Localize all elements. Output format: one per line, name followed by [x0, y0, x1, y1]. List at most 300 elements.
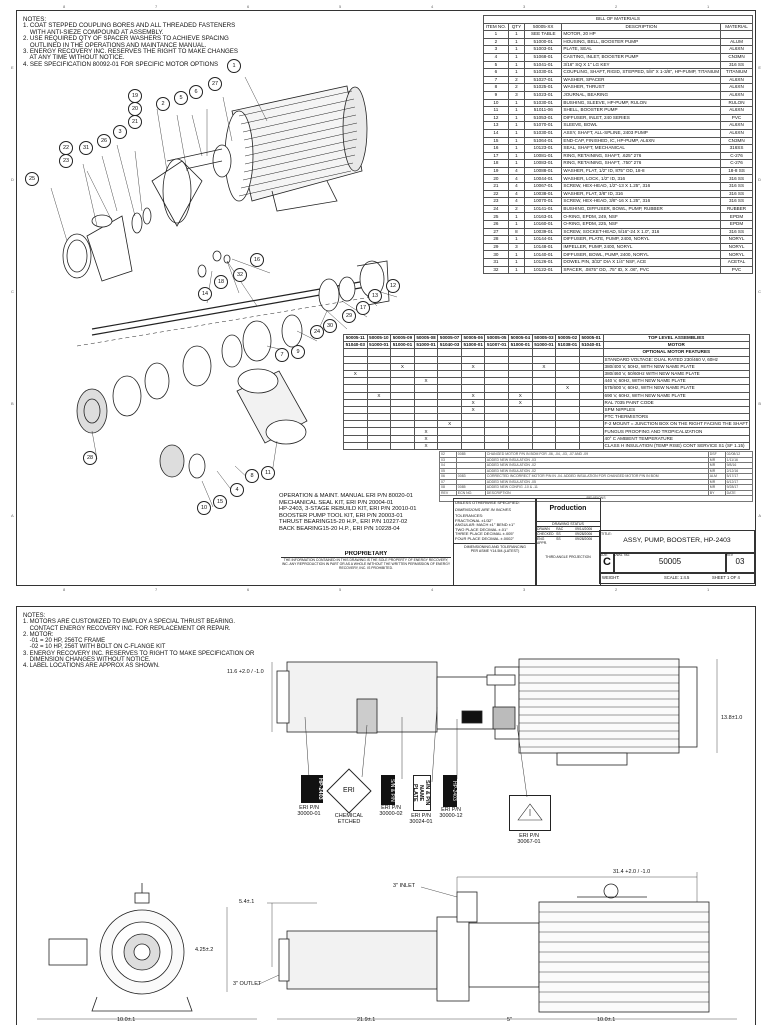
bom-row	[484, 228, 753, 236]
tla-cell	[391, 370, 415, 377]
tla-cell	[509, 385, 533, 392]
revision-cell: MR	[708, 479, 725, 485]
balloon-26: 26	[97, 134, 111, 148]
tla-cell	[485, 385, 509, 392]
revision-cell: ECN NO.	[456, 490, 485, 496]
bom-cell: 10141-01	[525, 205, 562, 213]
bom-cell: 316 SS	[721, 183, 753, 191]
side-view-drawing	[17, 607, 755, 1027]
tla-cell: X	[438, 421, 462, 428]
sign-row	[536, 536, 600, 545]
tla-cell	[579, 385, 603, 392]
bom-cell: C-276	[721, 160, 753, 168]
bom-header: ITEM NO.	[484, 23, 509, 31]
title-box	[599, 530, 755, 554]
tla-cell	[532, 435, 556, 442]
tla-cell	[485, 378, 509, 385]
zone-marker: D	[758, 177, 761, 182]
bom-cell: MOTOR, 20 HP	[562, 31, 721, 39]
bom-header: DESCRIPTION	[562, 23, 721, 31]
bom-cell: 22	[484, 190, 509, 198]
bom-cell: 51053-01	[525, 114, 562, 122]
bom-cell: 4	[508, 167, 524, 175]
tla-cell: 575/600 V, 60Hz, WITH NEW NAME PLATE	[603, 385, 749, 392]
tla-cell: 50005-11	[344, 335, 368, 342]
revision-cell: 02	[440, 452, 457, 458]
sign-cell: SS	[556, 532, 561, 536]
tla-cell: 51007-01	[485, 342, 509, 349]
eri-pn-5: ERI P/N 30067-01	[517, 833, 541, 845]
bom-cell: 10044-01	[525, 175, 562, 183]
tla-cell	[556, 378, 580, 385]
zone-marker: 1	[707, 4, 710, 9]
title-label: TITLE:	[601, 532, 612, 536]
balloon-15: 15	[213, 495, 227, 509]
bill-of-materials	[483, 15, 753, 274]
balloon-4: 4	[230, 483, 244, 497]
tla-cell	[509, 406, 533, 413]
bom-cell: 9	[484, 91, 509, 99]
tla-cell: X	[414, 442, 438, 449]
bom-row	[484, 38, 753, 46]
balloon-5: 5	[174, 91, 188, 105]
tla-cell: X	[414, 435, 438, 442]
sign-row	[536, 526, 600, 531]
bom-cell: WASHER, FLAT, 3/8" ID, 316	[562, 190, 721, 198]
zone-marker: 7	[155, 4, 158, 9]
bom-cell: 1	[508, 61, 524, 69]
warning-label-graphic	[510, 796, 550, 830]
bom-row	[484, 61, 753, 69]
bom-title: BILL OF MATERIALS	[484, 16, 753, 24]
tla-cell: X	[391, 363, 415, 370]
status-value: Production	[549, 505, 587, 512]
zone-marker: 4	[431, 4, 434, 9]
balloon-18: 18	[214, 275, 228, 289]
bom-cell: 51030-01	[525, 129, 562, 137]
tla-cell	[438, 442, 462, 449]
bom-cell: NORYL	[721, 243, 753, 251]
zone-marker: D	[11, 177, 14, 182]
bom-cell: 10123-01	[525, 145, 562, 153]
tla-cell	[532, 356, 556, 363]
bom-cell: 1	[508, 107, 524, 115]
revision-cell: MR	[708, 457, 725, 463]
eri-pn-1: ERI P/N 30000-01	[297, 805, 321, 817]
tla-cell	[344, 421, 368, 428]
bom-row	[484, 122, 753, 130]
revision-cell: 2/12/16	[725, 468, 752, 474]
size-label: SIZE	[600, 553, 608, 557]
sign-cell: 09/28/2006	[575, 532, 593, 536]
tla-cell	[438, 363, 462, 370]
balloon-1: 1	[227, 59, 241, 73]
bom-cell: 51023-01	[525, 91, 562, 99]
revision-cell: 05	[440, 468, 457, 474]
revision-cell: DESCRIPTION	[485, 490, 708, 496]
bom-row	[484, 114, 753, 122]
dim-overall-length: 31.4 +2.0 / -1.0	[613, 869, 651, 875]
bom-cell: 1	[508, 259, 524, 267]
zone-marker: 3	[523, 4, 526, 9]
bom-cell: 4	[508, 183, 524, 191]
sign-cell: 09/28/2006	[575, 537, 593, 541]
tla-cell	[438, 435, 462, 442]
balloon-23: 23	[59, 154, 73, 168]
tla-cell	[414, 349, 438, 356]
bom-cell: WASHER, SPACER	[562, 76, 721, 84]
bom-cell: AL6XN	[721, 122, 753, 130]
bom-cell: WASHER, THRUST	[562, 84, 721, 92]
balloon-24: 24	[310, 325, 324, 339]
balloon-25: 25	[25, 172, 39, 186]
bom-cell: 1	[508, 251, 524, 259]
bom-cell: 8	[508, 228, 524, 236]
tla-cell: STANDARD VOLTAGE: DUAL RATED 230/460 V, 60Hz	[603, 356, 749, 363]
zone-marker: 6	[247, 4, 250, 9]
bom-cell: 51003-01	[525, 46, 562, 54]
bom-row	[484, 152, 753, 160]
dim-height-inlet: 11.6 +2.0 / -1.0	[227, 669, 264, 675]
bom-cell: 51030-01	[525, 69, 562, 77]
bom-cell: 1	[508, 99, 524, 107]
tla-cell	[509, 370, 533, 377]
bom-row	[484, 160, 753, 168]
tla-cell	[579, 356, 603, 363]
tla-cell: TOP LEVEL ASSEMBLIES	[603, 335, 749, 342]
tla-cell	[461, 378, 485, 385]
bom-cell: SCREW, HEX-HEAD, 1/2"-13 X 1.25", 316	[562, 183, 721, 191]
bom-cell: 1	[508, 137, 524, 145]
tla-cell	[485, 406, 509, 413]
tla-cell: 380/460 V, 50/60Hz WITH NEW NAME PLATE	[603, 370, 749, 377]
tla-cell	[579, 435, 603, 442]
dim-outlet-label: 3" OUTLET	[233, 981, 262, 987]
bom-cell: 1	[508, 114, 524, 122]
bom-cell: 2	[508, 76, 524, 84]
bom-cell: SCREW, HEX-HEAD, 3/8"-16 X 1.25", 316	[562, 198, 721, 206]
bom-cell: 10163-01	[525, 213, 562, 221]
tla-cell	[391, 428, 415, 435]
bom-cell: 10144-01	[525, 236, 562, 244]
hp-label-tag: HP-2403	[301, 775, 323, 803]
bom-cell: JOURNAL, BEARING	[562, 91, 721, 99]
tla-row	[344, 385, 750, 392]
tla-cell	[367, 428, 391, 435]
tla-cell: X	[461, 406, 485, 413]
tla-cell	[414, 363, 438, 370]
revision-cell: 5/17/17	[725, 474, 752, 480]
bom-cell: NORYL	[721, 236, 753, 244]
tla-cell	[414, 385, 438, 392]
bom-row	[484, 129, 753, 137]
tla-cell	[391, 414, 415, 421]
tla-cell: 50005-02	[556, 335, 580, 342]
zone-marker: 6	[247, 587, 250, 592]
tla-cell	[344, 392, 368, 399]
revision-cell: ALM	[708, 474, 725, 480]
tla-cell	[414, 406, 438, 413]
tla-cell	[532, 414, 556, 421]
revision-cell: ADDED NEW INSULATION -03	[485, 457, 708, 463]
bom-row	[484, 236, 753, 244]
tla-cell: X	[556, 385, 580, 392]
tla-cell	[485, 428, 509, 435]
bom-cell: 10126-01	[525, 259, 562, 267]
revision-cell: BY	[708, 490, 725, 496]
tla-cell	[438, 428, 462, 435]
tla-cell	[532, 385, 556, 392]
bom-cell: 26	[484, 221, 509, 229]
revisions-title: REVISIONS	[440, 496, 753, 502]
tla-cell	[344, 442, 368, 449]
bom-cell: 1	[508, 38, 524, 46]
dim-shaft-height: 4.25±.2	[195, 947, 214, 953]
tla-cell: 440 V, 60Hz, WITH NEW NAME PLATE	[603, 378, 749, 385]
sheet2-notes: NOTES: 1. MOTORS ARE CUSTOMIZED TO EMPLOY A SPECIAL THRUST BEARING. CONTACT ENERGY RECOVERY INC. FOR REPLACEMENT OR REPAIR. 2. MOTOR: -01 = 20 HP, 256TC FRAME -02 = 10 HP, 256T WITH BOLT ON C-FLANGE KIT 3. ENERGY RECOVERY INC. RESERVES TO RIGHT TO MAKE SPECIFICATION OR DIMENSION CHANGES WITHOUT NOTICE. 4. LABEL LOCATIONS ARE APPROX AS SHOWN.	[23, 613, 255, 670]
sign-cell: DRAWN	[537, 527, 550, 531]
tla-row	[344, 435, 750, 442]
tla-cell	[485, 363, 509, 370]
zone-marker: 8	[63, 587, 66, 592]
tla-cell	[509, 378, 533, 385]
dwg-no: 50005	[658, 557, 682, 566]
bom-cell: NORYL	[721, 251, 753, 259]
tla-cell	[461, 414, 485, 421]
bom-cell: AL6XN	[721, 129, 753, 137]
bom-cell: DIFFUSER, INLET, 240 SERIES	[562, 114, 721, 122]
zone-marker: A	[11, 513, 14, 518]
balloon-21: 21	[128, 115, 142, 129]
sign-cell: 09/14/2006	[575, 527, 593, 531]
bom-cell: SCREW, SOCKET-HEAD, 5/16"-24 X 1.0", 316	[562, 228, 721, 236]
bom-cell: 20	[484, 175, 509, 183]
revision-cell: ADDED NEW CONFIG -10 & -11	[485, 485, 708, 491]
tla-cell	[367, 385, 391, 392]
tla-cell: 50005-01	[579, 335, 603, 342]
scale-value: SCALE: 1:4.5	[664, 575, 690, 580]
tla-cell	[556, 421, 580, 428]
sheet1-notes: NOTES: 1. COAT STEPPED COUPLING BORES AND ALL THREADED FASTENERS WITH ANTI-SIEZE COMPOUND AT ASSEMBLY. 2. USE REQUIRED QTY OF SPACER WASHERS TO ACHIEVE SPACING OUTLINED IN THE OPERATIONS AND MAINTANCE MANUAL. 3. ENERGY RECOVERY INC. RESERVES THE RIGHT TO MAKE CHANGES AT ANY TIME WITHOUT NOTICE. 4. SEE SPECIFICATION 80092-01 FOR SPECIFIC MOTOR OPTIONS	[23, 16, 239, 68]
dims-text: DIMENSIONS ARE IN INCHES	[455, 507, 511, 512]
tla-cell: 380/400 V, 50Hz, WITH NEW NAME PLATE	[603, 363, 749, 370]
tla-cell	[391, 442, 415, 449]
bom-cell: RING, RETAINING, SHAFT, .625" 276	[562, 152, 721, 160]
bom-cell: EPDM	[721, 221, 753, 229]
bom-cell: 10083-01	[525, 160, 562, 168]
bom-cell: 316 SS	[721, 190, 753, 198]
tla-cell	[461, 435, 485, 442]
tla-cell	[414, 399, 438, 406]
balloon-11: 11	[261, 466, 275, 480]
tla-cell	[438, 414, 462, 421]
bom-row	[484, 99, 753, 107]
weight-scale-row	[599, 572, 755, 584]
tla-cell	[344, 363, 368, 370]
tla-cell	[367, 356, 391, 363]
gdt-text: DIMENSIONING AND TOLERANCING PER ASME Y14.5M-(LATEST)	[454, 543, 536, 554]
bom-cell: 10160-01	[525, 221, 562, 229]
tla-row	[344, 442, 750, 449]
tla-cell: 51040-03	[438, 342, 462, 349]
bom-cell: 316 SS	[721, 175, 753, 183]
bom-cell: C-276	[721, 152, 753, 160]
tla-cell: 50005-03	[532, 335, 556, 342]
bom-cell: RING, RETAINING, SHAFT, .750" 276	[562, 160, 721, 168]
revision-cell: CHANGED MOTOR P/N IN BOM FOR -06, -04, -03, -07 AND -09	[485, 452, 708, 458]
bom-cell: 5	[484, 61, 509, 69]
bom-cell: 10148-01	[525, 243, 562, 251]
zone-marker: 3	[523, 587, 526, 592]
bom-row	[484, 107, 753, 115]
bom-cell: 51000-01	[525, 38, 562, 46]
bom-cell: 51025-01	[525, 84, 562, 92]
bom-cell: 3/16" SQ X 1" LG KEY	[562, 61, 721, 69]
bom-row	[484, 69, 753, 77]
bom-header: QTY	[508, 23, 524, 31]
balloon-29: 29	[342, 309, 356, 323]
bom-cell: 51064-01	[525, 137, 562, 145]
tla-cell	[438, 392, 462, 399]
zone-marker: 1	[707, 587, 710, 592]
third-angle-label: THIRD ANGLE PROJECTION	[545, 555, 591, 559]
bom-row	[484, 190, 753, 198]
tla-cell	[367, 399, 391, 406]
rev-value: 03	[735, 557, 745, 566]
balloon-22: 22	[59, 141, 73, 155]
revision-cell: 9/8/16	[725, 463, 752, 469]
tla-cell: X	[532, 363, 556, 370]
revision-cell: ADDED NEW INSULATION -02	[485, 468, 708, 474]
balloon-9: 9	[291, 345, 305, 359]
weight-label: WEIGHT:	[602, 575, 620, 580]
bom-cell: SEE TABLE	[525, 31, 562, 39]
dim-pump-length: 21.9±.1	[357, 1017, 376, 1023]
bom-cell: 51030-01	[525, 99, 562, 107]
tla-cell: X	[461, 392, 485, 399]
bom-cell: 1	[508, 266, 524, 274]
tla-cell	[532, 442, 556, 449]
bom-cell: 16	[484, 145, 509, 153]
bom-cell: ALUM	[721, 38, 753, 46]
tla-cell: RAL 7035 PAINT CODE	[603, 399, 749, 406]
bom-cell: CASTING, INLET, BOOSTER PUMP	[562, 53, 721, 61]
tla-row	[344, 363, 750, 370]
eri-pn-3: ERI P/N 30000-12	[439, 807, 463, 819]
bom-cell: 12	[484, 114, 509, 122]
tla-cell	[461, 442, 485, 449]
bom-row	[484, 198, 753, 206]
tla-row	[344, 399, 750, 406]
revision-cell: REV	[440, 490, 457, 496]
tla-cell	[391, 349, 415, 356]
bom-cell: AL6XN	[721, 84, 753, 92]
bom-cell: END-CAP, FINISHED, IC, HP-PUMP, AL6XN	[562, 137, 721, 145]
tla-cell: 51000-01	[414, 342, 438, 349]
tla-cell	[414, 421, 438, 428]
bom-cell: PLATE, SEAL	[562, 46, 721, 54]
tla-cell	[579, 421, 603, 428]
bom-cell: HOUSING, BELL, BOOSTER PUMP	[562, 38, 721, 46]
tla-cell	[344, 356, 368, 363]
bom-cell: 1	[508, 129, 524, 137]
revisions-table	[439, 451, 753, 502]
zone-marker: A	[758, 513, 761, 518]
tla-cell	[461, 370, 485, 377]
bom-row	[484, 243, 753, 251]
tla-cell	[344, 406, 368, 413]
bom-header: MATERIAL	[721, 23, 753, 31]
tla-cell	[532, 378, 556, 385]
eri-pn-2: ERI P/N 30000-02	[379, 805, 403, 817]
bom-row	[484, 221, 753, 229]
tla-cell	[391, 399, 415, 406]
tla-cell	[579, 399, 603, 406]
bom-row	[484, 167, 753, 175]
tla-cell	[532, 349, 556, 356]
tla-cell: 51000-01	[367, 342, 391, 349]
balloon-14: 14	[198, 287, 212, 301]
bom-row	[484, 91, 753, 99]
dim-inlet-offset: 5.4±.1	[239, 899, 255, 905]
tla-cell	[485, 356, 509, 363]
bom-cell: 51068-01	[525, 53, 562, 61]
tla-cell	[556, 356, 580, 363]
tla-cell: FUNGUS PROOFING AND TROPICALIZATION	[603, 428, 749, 435]
zone-marker: 4	[431, 587, 434, 592]
tla-cell	[579, 414, 603, 421]
tla-cell	[367, 349, 391, 356]
tla-cell	[414, 414, 438, 421]
tla-cell	[367, 370, 391, 377]
bom-cell: 4	[508, 175, 524, 183]
bom-cell: 51027-01	[525, 76, 562, 84]
bom-cell: 13	[484, 122, 509, 130]
tla-cell	[509, 414, 533, 421]
tla-cell	[461, 428, 485, 435]
revision-cell: ADDED NEW INSULATION -02	[485, 463, 708, 469]
balloon-16: 16	[250, 253, 264, 267]
tla-cell	[461, 349, 485, 356]
bom-cell: 7	[484, 76, 509, 84]
revision-cell: MR	[708, 485, 725, 491]
revision-cell: 9/28/17	[725, 485, 752, 491]
balloon-27: 27	[208, 77, 222, 91]
drawing-status-label: DRAWING STATUS	[536, 521, 600, 526]
bom-cell: 1	[508, 69, 524, 77]
bom-cell: RUBBER	[721, 205, 753, 213]
balloon-6: 6	[189, 85, 203, 99]
tla-cell	[485, 435, 509, 442]
bom-row	[484, 213, 753, 221]
bom-row	[484, 183, 753, 191]
bom-row	[484, 76, 753, 84]
proprietary-block	[281, 551, 451, 575]
tla-cell	[367, 363, 391, 370]
bom-cell: COUPLING, SHAFT, RIGID, STEPPED, 5/8" X 1-3/8", HP-PUMP, TITANIUM	[563, 69, 720, 75]
bom-row	[484, 53, 753, 61]
tla-cell	[556, 414, 580, 421]
bom-cell: 24	[484, 205, 509, 213]
tla-cell: 51040-01	[579, 342, 603, 349]
tla-cell	[438, 399, 462, 406]
revision-cell: 02/08/12	[725, 452, 752, 458]
tla-cell: 50005-07	[438, 335, 462, 342]
tla-row	[344, 421, 750, 428]
bom-cell: WASHER, FLAT, 1/2" ID, 875" OD, 18-8	[562, 167, 721, 175]
hp-2403-tag: HP-2403	[443, 775, 457, 807]
tla-cell: 690 V, 60Hz, WITH NEW NAME PLATE	[603, 392, 749, 399]
